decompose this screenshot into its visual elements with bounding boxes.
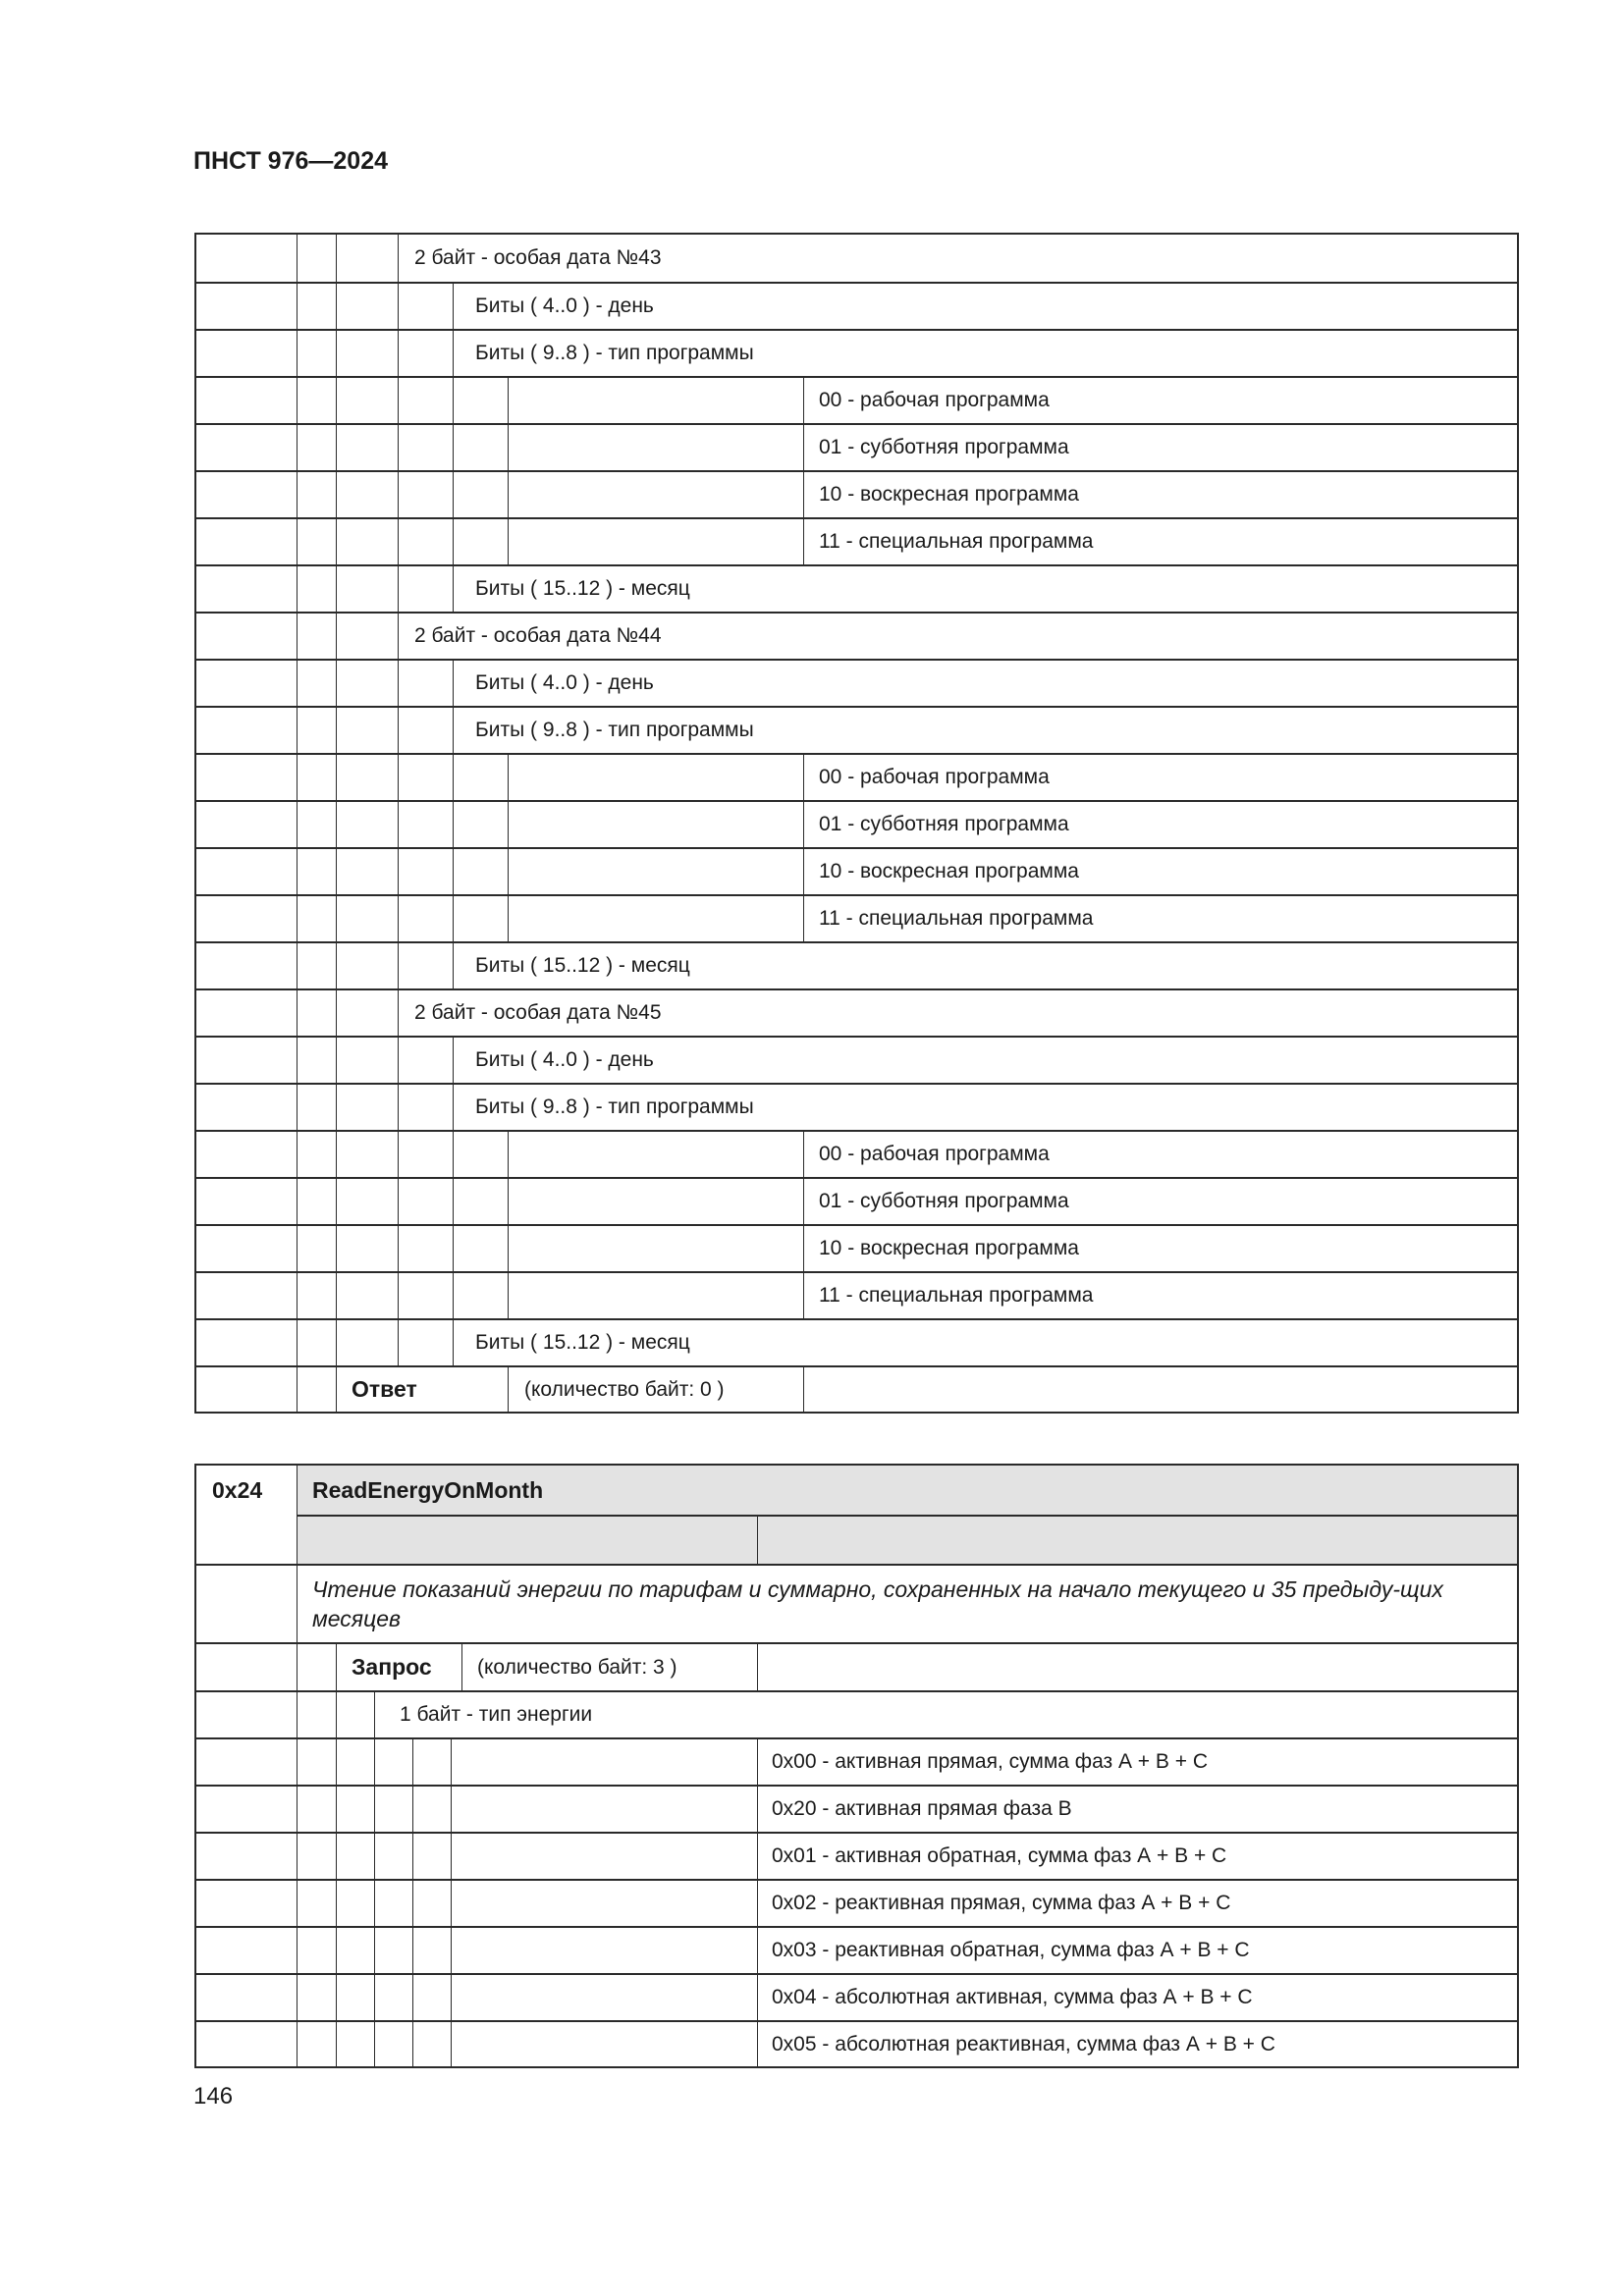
table-row (196, 753, 1517, 800)
table-row (196, 376, 1517, 423)
table-row (196, 1130, 1517, 1177)
command-subheader-row (196, 1515, 1517, 1564)
answer-row (196, 1365, 1517, 1412)
command-code: 0x24 (212, 1476, 263, 1503)
table-row (196, 847, 1517, 894)
table-row (196, 564, 1517, 612)
bits-month: Биты ( 15..12 ) - месяц (475, 1331, 690, 1354)
table-row (196, 941, 1517, 988)
special-dates-table (194, 233, 1519, 1414)
bits-day: Биты ( 4..0 ) - день (475, 671, 654, 694)
table-row (196, 800, 1517, 847)
table-row (196, 706, 1517, 753)
energy-option: 0x00 - активная прямая, сумма фаз А + В + С (772, 1750, 1209, 1773)
bits-day: Биты ( 4..0 ) - день (475, 1048, 654, 1071)
table-row (196, 423, 1517, 470)
table-row (196, 1224, 1517, 1271)
table-row (196, 235, 1517, 282)
program-option: 00 - рабочая программа (819, 766, 1050, 788)
table-row (196, 1036, 1517, 1083)
bits-program: Биты ( 9..8 ) - тип программы (475, 342, 754, 364)
table-row (196, 1083, 1517, 1130)
energy-type-label: 1 байт - тип энергии (400, 1703, 593, 1726)
program-option: 10 - воскресная программа (819, 1237, 1079, 1259)
energy-option: 0x20 - активная прямая фаза В (772, 1797, 1072, 1820)
page-number: 146 (193, 2083, 234, 2109)
energy-option: 0x02 - реактивная прямая, сумма фаз А + В + С (772, 1892, 1231, 1914)
table-row (196, 1318, 1517, 1365)
energy-option: 0x05 - абсолютная реактивная, сумма фаз А + В + С (772, 2032, 1275, 2056)
energy-option: 0x04 - абсолютная активная, сумма фаз А + В + С (772, 1986, 1253, 2008)
program-option: 10 - воскресная программа (819, 483, 1079, 506)
document-header: ПНСТ 976—2024 (193, 147, 388, 175)
table-row (196, 659, 1517, 706)
table-row (196, 1690, 1517, 1737)
program-option: 11 - специальная программа (819, 1284, 1094, 1307)
program-option: 00 - рабочая программа (819, 1143, 1050, 1165)
program-option: 01 - субботняя программа (819, 1190, 1069, 1212)
table-row (196, 1785, 1517, 1832)
bits-month: Биты ( 15..12 ) - месяц (475, 954, 690, 977)
table-row (196, 282, 1517, 329)
table-row (196, 894, 1517, 941)
table-row (196, 1832, 1517, 1879)
energy-option: 0x01 - активная обратная, сумма фаз А + В + С (772, 1844, 1227, 1867)
date-header: 2 байт - особая дата №43 (414, 246, 662, 269)
date-header: 2 байт - особая дата №44 (414, 624, 662, 647)
table-row (196, 1926, 1517, 1973)
table-row (196, 329, 1517, 376)
table-row (196, 1879, 1517, 1926)
date-header: 2 байт - особая дата №45 (414, 1001, 662, 1024)
table-row (196, 1177, 1517, 1224)
request-row (196, 1642, 1517, 1690)
read-energy-table (194, 1464, 1519, 2068)
table-row (196, 988, 1517, 1036)
bits-day: Биты ( 4..0 ) - день (475, 294, 654, 317)
program-option: 00 - рабочая программа (819, 389, 1050, 411)
description-row (196, 1564, 1517, 1642)
table-row (196, 1737, 1517, 1785)
command-name: ReadEnergyOnMonth (312, 1476, 544, 1503)
table-row (196, 612, 1517, 659)
program-option: 01 - субботняя программа (819, 813, 1069, 835)
command-header-row (196, 1466, 1517, 1515)
table-row (196, 1271, 1517, 1318)
program-option: 11 - специальная программа (819, 907, 1094, 930)
table-row (196, 1973, 1517, 2020)
program-option: 01 - субботняя программа (819, 436, 1069, 458)
energy-option: 0x03 - реактивная обратная, сумма фаз А + В + С (772, 1939, 1250, 1961)
table-row (196, 517, 1517, 564)
answer-byte-count: (количество байт: 0 ) (524, 1377, 725, 1401)
program-option: 10 - воскресная программа (819, 860, 1079, 882)
request-label: Запрос (352, 1654, 432, 1680)
answer-label: Ответ (352, 1376, 417, 1402)
command-description: Чтение показаний энергии по тарифам и суммарно, сохраненных на начало текущего и 35 предыду-щих месяцев (312, 1576, 1443, 1631)
request-byte-count: (количество байт: 3 ) (477, 1655, 677, 1679)
bits-program: Биты ( 9..8 ) - тип программы (475, 1095, 754, 1118)
bits-program: Биты ( 9..8 ) - тип программы (475, 719, 754, 741)
table-row (196, 470, 1517, 517)
table-row (196, 2020, 1517, 2066)
program-option: 11 - специальная программа (819, 530, 1094, 553)
bits-month: Биты ( 15..12 ) - месяц (475, 577, 690, 600)
